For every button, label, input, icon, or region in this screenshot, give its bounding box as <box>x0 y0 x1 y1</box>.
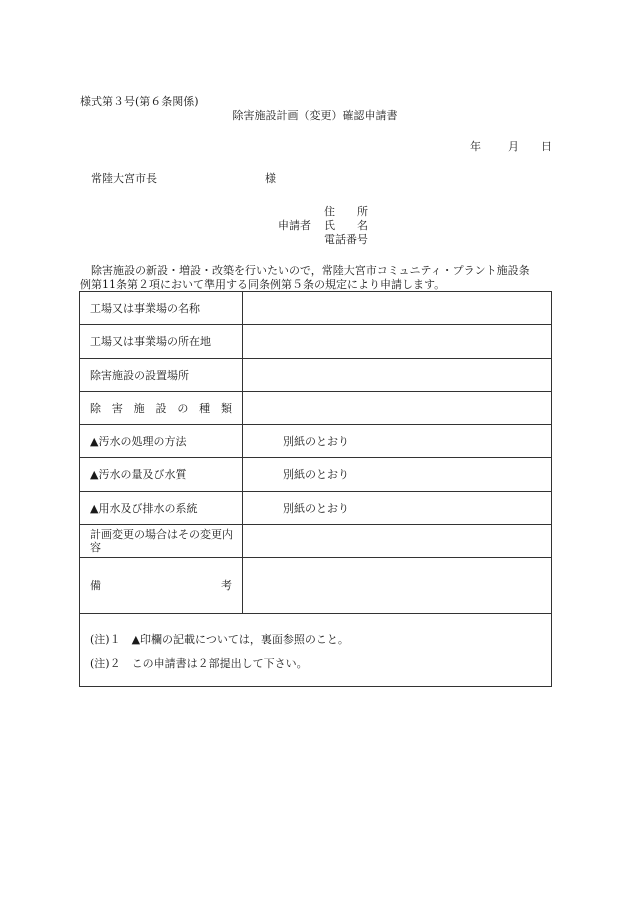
body-text-line-2: 例第11条第２項において準用する同条例第５条の規定により申請します。 <box>80 278 446 291</box>
row-value[interactable] <box>243 359 552 392</box>
table-row <box>80 325 552 359</box>
row-value[interactable]: 別紙のとおり <box>243 492 552 525</box>
row-label: 計画変更の場合はその変更内容 <box>80 525 243 558</box>
row-value[interactable] <box>243 525 552 558</box>
document-title: 除害施設計画（変更）確認申請書 <box>232 109 398 122</box>
table-row <box>80 292 552 325</box>
row-value[interactable] <box>243 558 552 614</box>
table-row <box>80 359 552 392</box>
row-value[interactable]: 別紙のとおり <box>243 458 552 492</box>
row-label: ▲汚水の量及び水質 <box>80 458 243 492</box>
body-text-line-1: 除害施設の新設・増設・改築を行いたいので，常陸大宮市コミュニティ・プラント施設条 <box>91 264 530 277</box>
row-value[interactable]: 別紙のとおり <box>243 425 552 458</box>
row-value[interactable] <box>243 292 552 325</box>
table-row <box>80 492 552 525</box>
application-table <box>79 291 552 614</box>
form-number: 様式第３号(第６条関係) <box>80 95 199 108</box>
row-label: 工場又は事業場の名称 <box>80 292 243 325</box>
addressee-honorific: 様 <box>265 172 276 185</box>
applicant-label: 申請者 <box>278 219 311 232</box>
applicant-address-label: 住 所 <box>324 205 368 218</box>
row-label: 除害施設の設置場所 <box>80 359 243 392</box>
row-value[interactable] <box>243 392 552 425</box>
row-label-spaced: 除 害 施 設 の 種 類 <box>80 392 243 425</box>
addressee-name: 常陸大宮市長 <box>91 172 157 185</box>
row-label-spaced: 備 考 <box>80 558 243 614</box>
table-row <box>80 558 552 614</box>
row-label: ▲汚水の処理の方法 <box>80 425 243 458</box>
table-row <box>80 525 552 558</box>
notes-box <box>79 613 552 687</box>
date-day-label: 日 <box>541 140 552 153</box>
table-row <box>80 458 552 492</box>
row-label: 工場又は事業場の所在地 <box>80 325 243 359</box>
applicant-name-label: 氏 名 <box>324 219 368 232</box>
row-label: ▲用水及び排水の系統 <box>80 492 243 525</box>
date-year-label: 年 <box>470 140 481 153</box>
date-month-label: 月 <box>508 140 519 153</box>
table-row <box>80 425 552 458</box>
table-row <box>80 392 552 425</box>
row-value[interactable] <box>243 325 552 359</box>
body-text <box>80 264 552 292</box>
applicant-phone-label: 電話番号 <box>324 233 368 246</box>
note-1: (注)１ ▲印欄の記載については，裏面参照のこと。 <box>90 633 349 646</box>
note-2: (注)２ この申請書は２部提出して下さい。 <box>90 657 308 670</box>
